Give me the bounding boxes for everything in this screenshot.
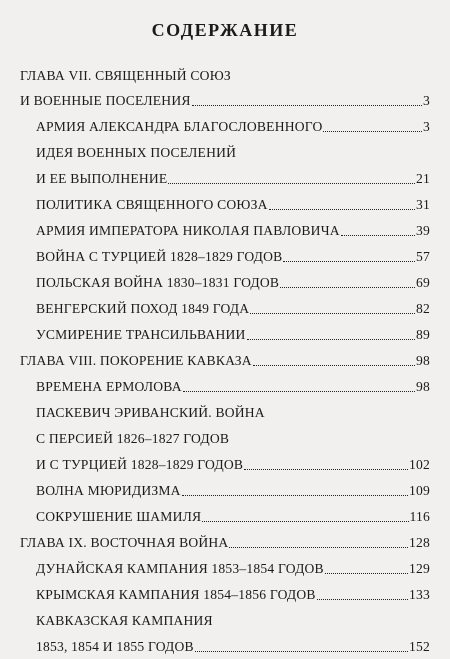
toc-page-number: 89 [416, 327, 430, 342]
toc-entry-title: ВРЕМЕНА ЕРМОЛОВА [36, 379, 182, 394]
toc-entry [20, 349, 430, 373]
toc-entry-title: ВОЛНА МЮРИДИЗМА [36, 483, 181, 498]
toc-page-number: 133 [409, 587, 430, 602]
toc-entry-title: АРМИЯ АЛЕКСАНДРА БЛАГОСЛОВЕННОГО [36, 119, 323, 134]
dot-leader [192, 104, 422, 106]
toc-entry [36, 245, 430, 269]
page-title: СОДЕРЖАНИЕ [151, 20, 299, 40]
dot-leader [168, 182, 415, 184]
toc-page-number: 82 [416, 301, 430, 316]
toc-page-number: 98 [416, 379, 430, 394]
toc-entry [36, 635, 430, 659]
toc-page-number: 57 [416, 249, 430, 264]
dot-leader [325, 572, 408, 574]
toc-entry-title: И ЕЕ ВЫПОЛНЕНИЕ [36, 171, 168, 186]
toc-entry-title: ДУНАЙСКАЯ КАМПАНИЯ 1853–1854 ГОДОВ [36, 561, 324, 576]
toc-entry [36, 193, 430, 217]
toc-entry [36, 375, 430, 399]
dot-leader [317, 598, 408, 600]
toc-page-number: 102 [409, 457, 430, 472]
dot-leader [183, 390, 415, 392]
toc-entry [36, 167, 430, 191]
toc-entry [36, 115, 430, 139]
toc-entry [36, 557, 430, 581]
toc-entry-title: АРМИЯ ИМПЕРАТОРА НИКОЛАЯ ПАВЛОВИЧА [36, 223, 340, 238]
toc-entry-title: КАВКАЗСКАЯ КАМПАНИЯ [36, 613, 213, 628]
toc-page-number: 39 [416, 223, 430, 238]
toc-entry [36, 297, 430, 321]
toc-page-number: 31 [416, 197, 430, 212]
toc-page-number: 21 [416, 171, 430, 186]
toc-page-number: 98 [416, 353, 430, 368]
toc-entry [36, 323, 430, 347]
dot-leader [323, 130, 422, 132]
toc-entry-title: СОКРУШЕНИЕ ШАМИЛЯ [36, 509, 202, 524]
dot-leader [253, 364, 415, 366]
dot-leader [269, 208, 415, 210]
toc-entry-title: ПОЛИТИКА СВЯЩЕННОГО СОЮЗА [36, 197, 268, 212]
toc-entry-title: ИДЕЯ ВОЕННЫХ ПОСЕЛЕНИЙ [36, 145, 237, 160]
dot-leader [283, 260, 415, 262]
toc-entry [36, 271, 430, 295]
toc-page-number: 109 [409, 483, 430, 498]
toc-entry-title: С ПЕРСИЕЙ 1826–1827 ГОДОВ [36, 431, 230, 446]
toc-page-number: 129 [409, 561, 430, 576]
toc-entry-title: КРЫМСКАЯ КАМПАНИЯ 1854–1856 ГОДОВ [36, 587, 316, 602]
toc-entry-title: ВЕНГЕРСКИЙ ПОХОД 1849 ГОДА [36, 301, 250, 316]
toc-entry-title: ПАСКЕВИЧ ЭРИВАНСКИЙ. ВОЙНА [36, 405, 265, 420]
toc-entry-title: И ВОЕННЫЕ ПОСЕЛЕНИЯ [20, 93, 191, 108]
toc-entry [36, 219, 430, 243]
toc-page-number: 116 [409, 509, 430, 524]
dot-leader [244, 468, 408, 470]
toc-entry-title: ГЛАВА VIII. ПОКОРЕНИЕ КАВКАЗА [20, 353, 252, 368]
dot-leader [202, 520, 408, 522]
toc-entry [36, 479, 430, 503]
toc-entry-title: ГЛАВА IX. ВОСТОЧНАЯ ВОЙНА [20, 535, 229, 550]
toc-entry-title: ВОЙНА С ТУРЦИЕЙ 1828–1829 ГОДОВ [36, 249, 283, 264]
toc-entry [20, 89, 430, 113]
toc-entry-title: 1853, 1854 И 1855 ГОДОВ [36, 639, 194, 654]
toc-entry-title: ПОЛЬСКАЯ ВОЙНА 1830–1831 ГОДОВ [36, 275, 280, 290]
dot-leader [341, 234, 415, 236]
toc-entry-title: УСМИРЕНИЕ ТРАНСИЛЬВАНИИ [36, 327, 246, 342]
toc-entry [36, 453, 430, 477]
toc-entry-title: И С ТУРЦИЕЙ 1828–1829 ГОДОВ [36, 457, 244, 472]
toc-page-number: 152 [409, 639, 430, 654]
toc-entry-title: ГЛАВА VII. СВЯЩЕННЫЙ СОЮЗ [20, 68, 231, 83]
dot-leader [182, 494, 408, 496]
dot-leader [229, 546, 408, 548]
toc-page-number: 128 [409, 535, 430, 550]
toc-entry [36, 505, 430, 529]
toc-page-number: 3 [423, 93, 430, 108]
toc-entry [20, 531, 430, 555]
dot-leader [195, 650, 408, 652]
dot-leader [250, 312, 415, 314]
dot-leader [280, 286, 415, 288]
toc-entry [36, 583, 430, 607]
dot-leader [247, 338, 415, 340]
toc-page-number: 69 [416, 275, 430, 290]
toc-page-number: 3 [423, 119, 430, 134]
